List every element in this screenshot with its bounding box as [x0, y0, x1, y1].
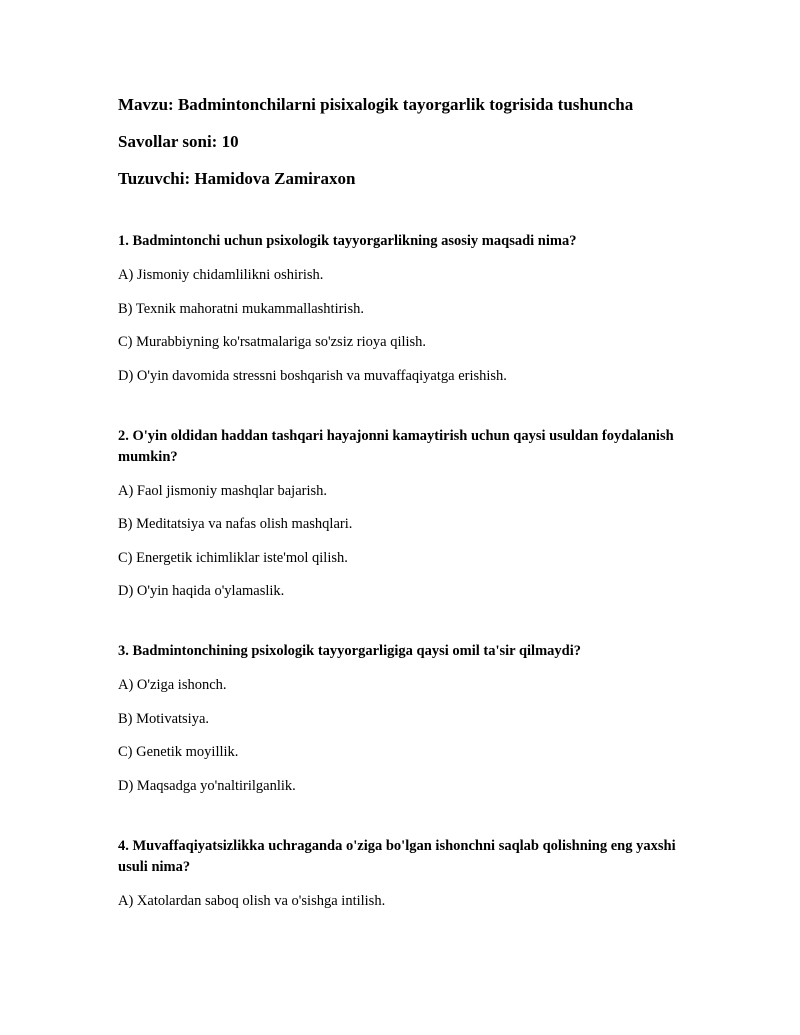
question-count-heading: Savollar soni: 10	[118, 132, 239, 151]
question-text: 4. Muvaffaqiyatsizlikka uchraganda o'ziga bo'lgan ishonchni saqlab qolishning eng yaxshi usuli nima?	[118, 837, 676, 875]
answer-option: B) Motivatsiya.	[118, 710, 210, 727]
answer-option: B) Texnik mahoratni mukammallashtirish.	[118, 300, 364, 317]
answer-option: C) Energetik ichimliklar iste'mol qilish.	[118, 549, 348, 566]
answer-option: D) Maqsadga yo'naltirilganlik.	[118, 777, 296, 794]
question-item	[118, 836, 698, 911]
answer-option: D) O'yin haqida o'ylamaslik.	[118, 583, 285, 599]
question-text: 1. Badmintonchi uchun psixologik tayyorgarlikning asosiy maqsadi nima?	[118, 233, 577, 249]
question-text: 3. Badmintonchining psixologik tayyorgarligiga qaysi omil ta'sir qilmaydi?	[118, 643, 581, 659]
answer-option: A) O'ziga ishonch.	[118, 677, 227, 693]
question-item	[118, 231, 698, 386]
answer-option: D) O'yin davomida stressni boshqarish va muvaffaqiyatga erishish.	[118, 367, 507, 384]
answer-option: A) Faol jismoniy mashqlar bajarish.	[118, 482, 328, 499]
author-heading: Tuzuvchi: Hamidova Zamiraxon	[118, 169, 356, 188]
question-item	[118, 641, 698, 796]
question-item	[118, 426, 698, 602]
question-text: 2. O'yin oldidan haddan tashqari hayajonni kamaytirish uchun qaysi usuldan foydalanish mumkin?	[118, 427, 674, 465]
document-header	[118, 93, 698, 191]
answer-option: C) Genetik moyillik.	[118, 744, 239, 760]
document-content	[118, 93, 698, 951]
topic-heading: Mavzu: Badmintonchilarni pisixalogik tayorgarlik togrisida tushuncha	[118, 95, 634, 114]
answer-option: B) Meditatsiya va nafas olish mashqlari.	[118, 516, 353, 532]
question-list	[118, 231, 698, 911]
answer-option: A) Xatolardan saboq olish va o'sishga intilish.	[118, 892, 386, 909]
answer-option: C) Murabbiyning ko'rsatmalariga so'zsiz rioya qilish.	[118, 334, 427, 350]
answer-option: A) Jismoniy chidamlilikni oshirish.	[118, 267, 324, 283]
